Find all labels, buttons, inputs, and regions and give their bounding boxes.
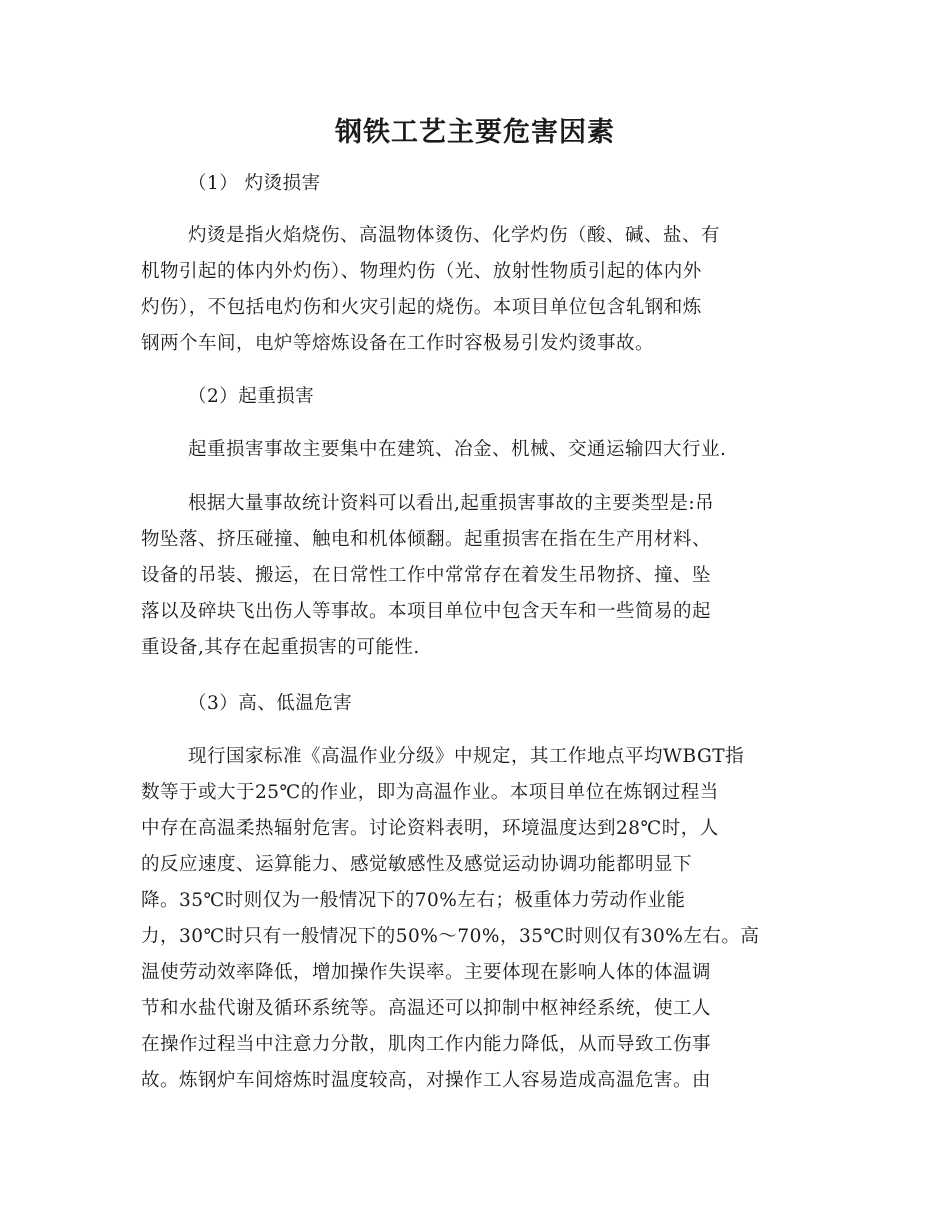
paragraph-line: 故。炼钢炉车间熔炼时温度较高，对操作工人容易造成高温危害。由	[141, 1070, 712, 1091]
paragraph-line: 数等于或大于25℃的作业，即为高温作业。本项目单位在炼钢过程当	[141, 782, 719, 803]
paragraph-line: 中存在高温柔热辐射危害。讨论资料表明，环境温度达到28℃时，人	[141, 818, 719, 839]
paragraph-line: 在操作过程当中注意力分散，肌肉工作内能力降低，从而导致工伤事	[141, 1034, 712, 1055]
paragraph-line: 重设备,其存在起重损害的可能性.	[141, 637, 420, 658]
section-heading-temperature: （3）高、低温危害	[188, 693, 353, 714]
paragraph-line: 力，30℃时只有一般情况下的50%～70%，35℃时则仅有30%左右。高	[141, 926, 760, 947]
paragraph-line: 现行国家标准《高温作业分级》中规定，其工作地点平均WBGT指	[188, 746, 745, 767]
paragraph-line: 设备的吊装、搬运，在日常性工作中常常存在着发生吊物挤、撞、坠	[141, 565, 712, 586]
paragraph-line: 物坠落、挤压碰撞、触电和机体倾翻。起重损害在指在生产用材料、	[141, 529, 712, 550]
paragraph-line: 钢两个车间，电炉等熔炼设备在工作时容极易引发灼烫事故。	[141, 333, 655, 354]
paragraph-line: 温使劳动效率降低，增加操作失误率。主要体现在影响人体的体温调	[141, 962, 712, 983]
paragraph-line: 节和水盐代谢及循环系统等。高温还可以抑制中枢神经系统，使工人	[141, 998, 712, 1019]
section-heading-burns: （1） 灼烫损害	[188, 173, 321, 194]
document-title: 钢铁工艺主要危害因素	[335, 117, 615, 148]
section-heading-lifting: （2）起重损害	[188, 386, 315, 407]
paragraph-line: 起重损害事故主要集中在建筑、冶金、机械、交通运输四大行业.	[188, 439, 727, 460]
paragraph-line: 灼烫是指火焰烧伤、高温物体烫伤、化学灼伤（酸、碱、盐、有	[188, 225, 721, 246]
paragraph-line: 降。35℃时则仅为一般情况下的70%左右；极重体力劳动作业能	[141, 890, 686, 911]
paragraph-line: 落以及碎块飞出伤人等事故。本项目单位中包含天车和一些简易的起	[141, 601, 712, 622]
paragraph-line: 的反应速度、运算能力、感觉敏感性及感觉运动协调功能都明显下	[141, 854, 693, 875]
paragraph-line: 灼伤），不包括电灼伤和火灾引起的烧伤。本项目单位包含轧钢和炼	[141, 297, 702, 318]
paragraph-line: 机物引起的体内外灼伤）、物理灼伤（光、放射性物质引起的体内外	[141, 261, 702, 282]
paragraph-line: 根据大量事故统计资料可以看出,起重损害事故的主要类型是:吊	[188, 493, 715, 514]
